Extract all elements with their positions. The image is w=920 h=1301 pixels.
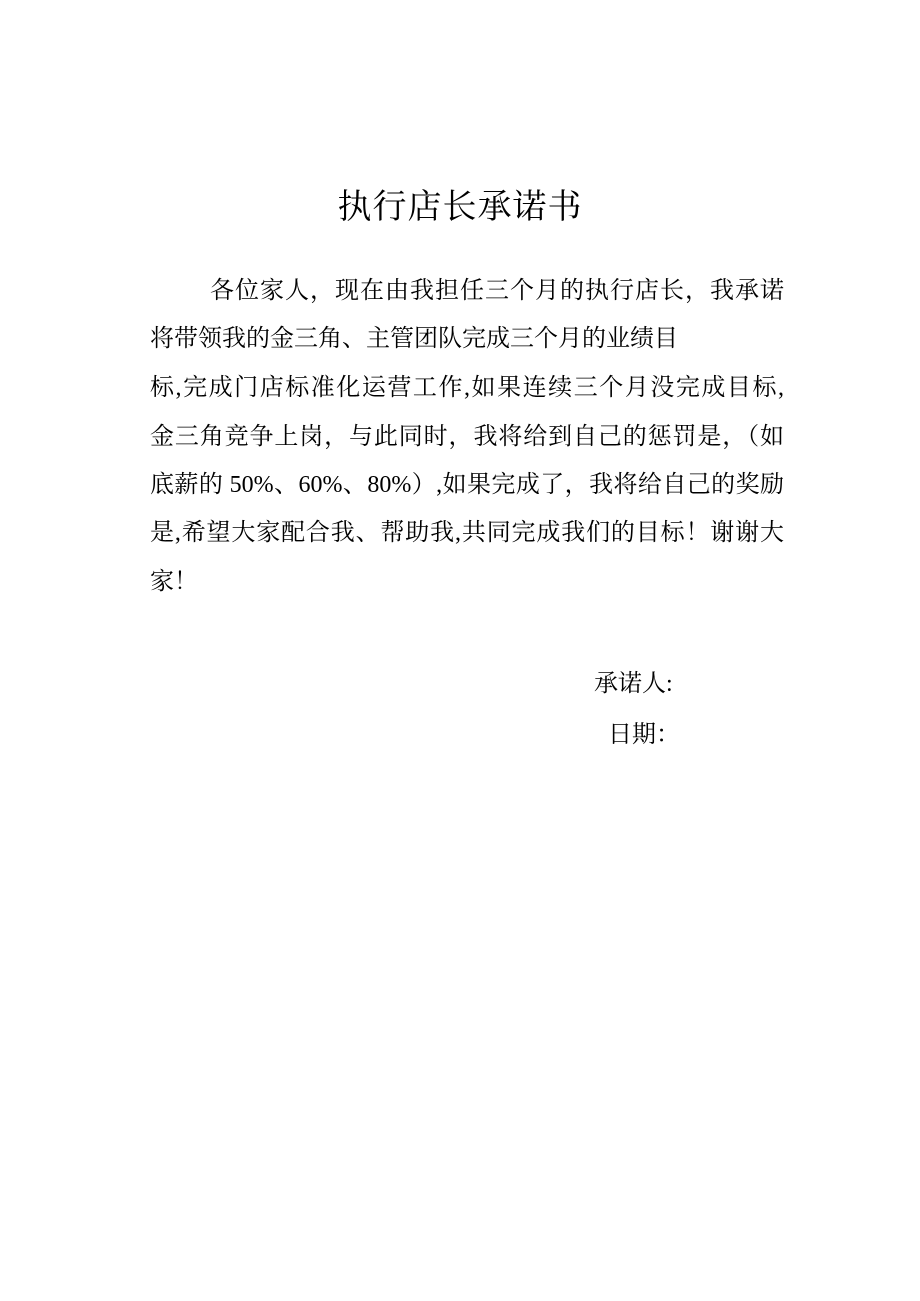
document-title: 执行店长承诺书 [337, 189, 583, 226]
promisor-label: 承诺人: [594, 671, 673, 697]
body-line-3: 标,完成门店标准化运营工作,如果连续三个月没完成目标, [150, 375, 784, 401]
body-line-6: 是,希望大家配合我、帮助我,共同完成我们的目标！谢谢大 [150, 520, 784, 546]
date-label: 日期： [608, 722, 680, 748]
body-line-2: 将带领我的金三角、主管团队完成三个月的业绩目 [150, 326, 678, 352]
body-line-1: 各位家人，现在由我担任三个月的执行店长，我承诺 [210, 278, 784, 304]
body-line-4: 金三角竞争上岗，与此同时，我将给到自己的惩罚是，（如 [150, 424, 784, 450]
body-line-5: 底薪的 50%、60%、80%）,如果完成了，我将给自己的奖励 [150, 472, 784, 498]
body-line-7: 家！ [150, 569, 198, 595]
